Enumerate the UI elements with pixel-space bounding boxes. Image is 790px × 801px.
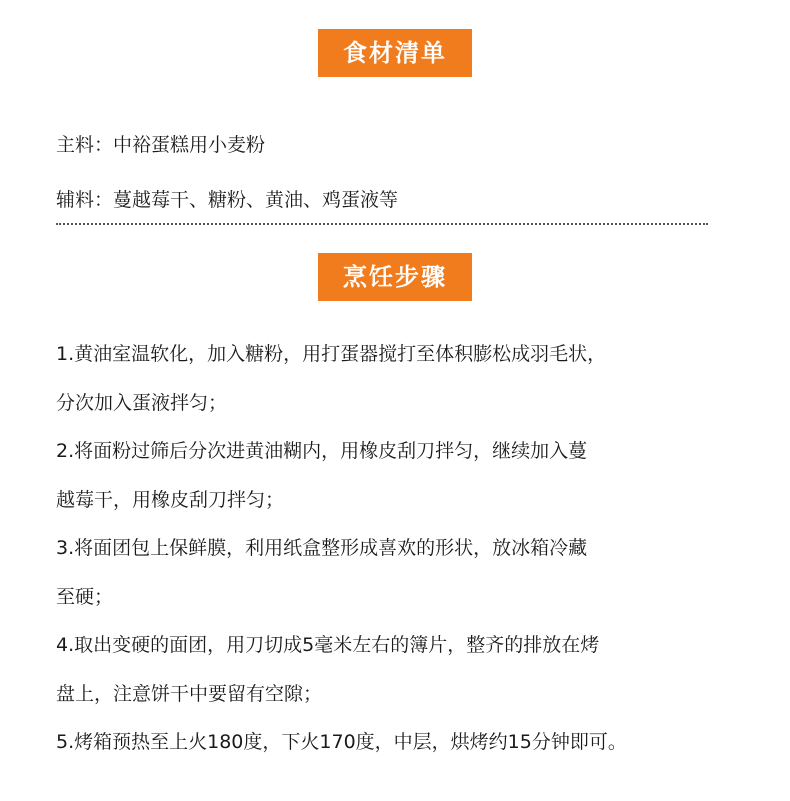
- ingredient-main: [56, 118, 398, 173]
- step-line: 2.将面粉过筛后分次进黄油糊内，用橡皮刮刀拌匀，继续加入蔓: [56, 440, 588, 462]
- step-line: 5.烤箱预热至上火180度，下火170度，中层，烘烤约15分钟即可。: [56, 731, 627, 753]
- step-line: 1.黄油室温软化，加入糖粉，用打蛋器搅打至体积膨松成羽毛状，: [56, 343, 607, 365]
- step-line: 3.将面团包上保鲜膜，利用纸盒整形成喜欢的形状，放冰箱冷藏: [56, 537, 588, 559]
- ingredient-auxiliary-value: 蔓越莓干、糖粉、黄油、鸡蛋液等: [113, 189, 399, 211]
- ingredient-auxiliary: [56, 173, 398, 228]
- step-line: 越莓干，用橡皮刮刀拌匀；: [56, 488, 285, 511]
- ingredients-header: [0, 29, 790, 77]
- dotted-divider: [56, 223, 708, 225]
- step-line: 分次加入蛋液拌匀；: [56, 391, 228, 414]
- steps-header: [0, 253, 790, 301]
- ingredients-list: [56, 118, 398, 228]
- step-line: 盘上，注意饼干中要留有空隙；: [56, 682, 323, 705]
- steps-title: 烹饪步骤: [318, 253, 472, 301]
- step-line: 至硬；: [56, 585, 114, 608]
- ingredient-main-value: 中裕蛋糕用小麦粉: [113, 134, 266, 156]
- ingredient-main-label: 主料：: [56, 134, 114, 156]
- steps-list: [56, 330, 756, 767]
- step-line: 4.取出变硬的面团，用刀切成5毫米左右的簿片，整齐的排放在烤: [56, 634, 600, 656]
- ingredients-title: 食材清单: [318, 29, 472, 77]
- ingredient-auxiliary-label: 辅料：: [56, 189, 114, 211]
